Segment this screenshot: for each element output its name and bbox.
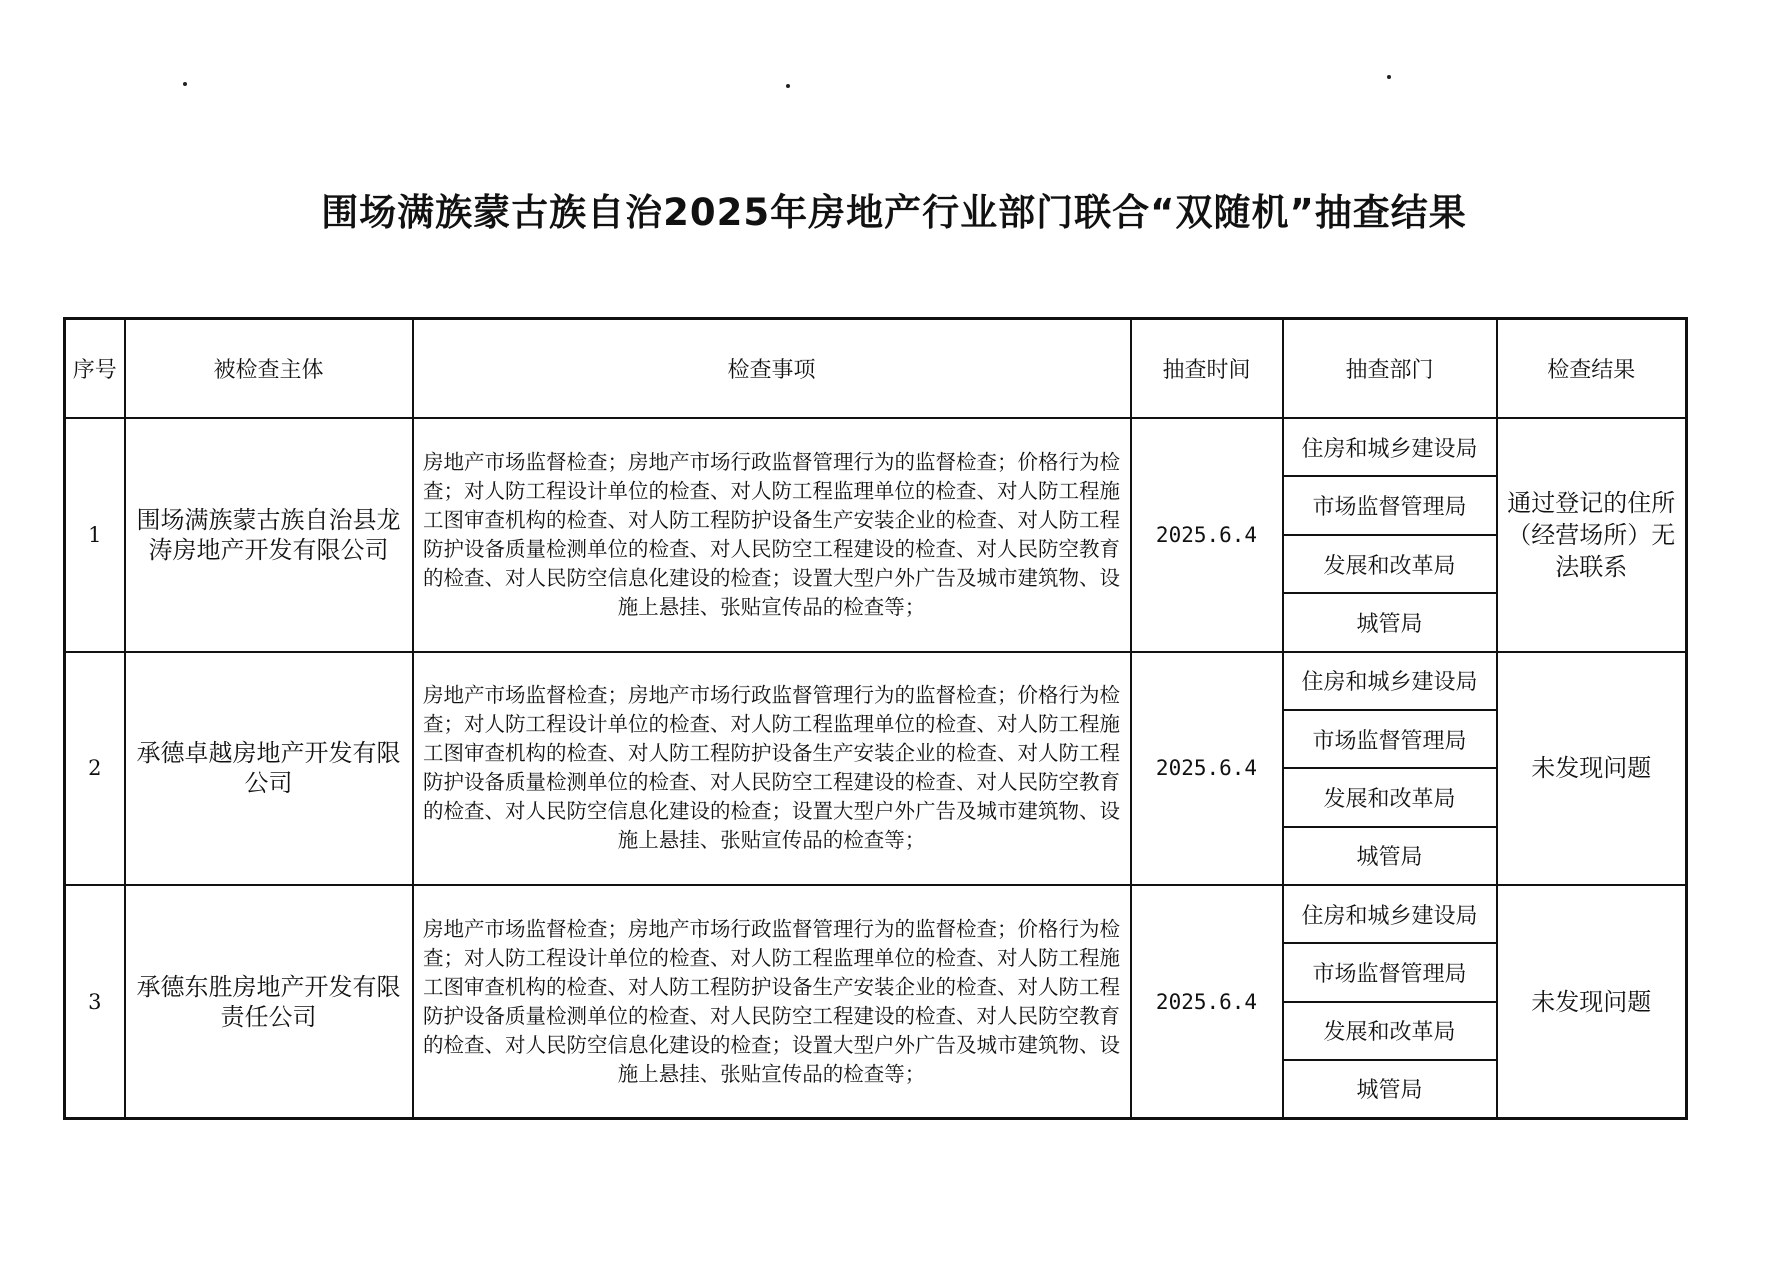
inspection-time: 2025.6.4: [1131, 418, 1283, 651]
header-time: 抽查时间: [1131, 319, 1283, 419]
inspection-items: 房地产市场监督检查；房地产市场行政监督管理行为的监督检查；价格行为检查；对人防工程设计单位的检查、对人防工程监理单位的检查、对人防工程施工图审查机构的检查、对人防工程防护设备生产安装企业的检查、对人防工程防护设备质量检测单位的检查、对人民防空工程建设的检查、对人民防空教育的检查、对人民防空信息化建设的检查；设置大型户外广告及城市建筑物、设施上悬挂、张贴宣传品的检查等；: [413, 418, 1131, 651]
document-title: 围场满族蒙古族自治2025年房地产行业部门联合“双随机”抽查结果: [321, 191, 1467, 234]
department: 发展和改革局: [1284, 769, 1496, 827]
header-result: 检查结果: [1497, 319, 1687, 419]
department: 市场监督管理局: [1284, 477, 1496, 535]
table-row: [65, 885, 1687, 1118]
header-dept: 抽查部门: [1283, 319, 1497, 419]
inspected-subject: 承德卓越房地产开发有限公司: [125, 652, 413, 885]
department: 住房和城乡建设局: [1284, 419, 1496, 477]
row-number: 2: [65, 652, 125, 885]
scan-speck: [1387, 75, 1391, 79]
scan-speck: [786, 84, 790, 88]
row-number: 1: [65, 418, 125, 651]
header-subject: 被检查主体: [125, 319, 413, 419]
inspection-result: 未发现问题: [1497, 885, 1687, 1118]
department: 市场监督管理局: [1284, 711, 1496, 769]
department: 城管局: [1356, 1078, 1423, 1104]
inspection-results-table: [63, 317, 1688, 1120]
header-items: 检查事项: [413, 319, 1131, 419]
row-number: 3: [65, 885, 125, 1118]
department: 住房和城乡建设局: [1284, 886, 1496, 944]
department: 城管局: [1356, 845, 1423, 871]
table-row: [65, 418, 1687, 651]
department: 发展和改革局: [1284, 1003, 1496, 1061]
department: 市场监督管理局: [1284, 944, 1496, 1002]
inspection-items: 房地产市场监督检查；房地产市场行政监督管理行为的监督检查；价格行为检查；对人防工程设计单位的检查、对人防工程监理单位的检查、对人防工程施工图审查机构的检查、对人防工程防护设备生产安装企业的检查、对人防工程防护设备质量检测单位的检查、对人民防空工程建设的检查、对人民防空教育的检查、对人民防空信息化建设的检查；设置大型户外广告及城市建筑物、设施上悬挂、张贴宣传品的检查等；: [413, 652, 1131, 885]
inspected-subject: 围场满族蒙古族自治县龙涛房地产开发有限公司: [125, 418, 413, 651]
department: 发展和改革局: [1284, 536, 1496, 594]
header-no: 序号: [65, 319, 125, 419]
inspected-subject: 承德东胜房地产开发有限责任公司: [125, 885, 413, 1118]
inspection-items: 房地产市场监督检查；房地产市场行政监督管理行为的监督检查；价格行为检查；对人防工程设计单位的检查、对人防工程监理单位的检查、对人防工程施工图审查机构的检查、对人防工程防护设备生产安装企业的检查、对人防工程防护设备质量检测单位的检查、对人民防空工程建设的检查、对人民防空教育的检查、对人民防空信息化建设的检查；设置大型户外广告及城市建筑物、设施上悬挂、张贴宣传品的检查等；: [413, 885, 1131, 1118]
scan-speck: [183, 82, 187, 86]
inspection-departments: [1283, 885, 1497, 1118]
inspection-time: 2025.6.4: [1131, 652, 1283, 885]
table-row: [65, 652, 1687, 885]
inspection-time: 2025.6.4: [1131, 885, 1283, 1118]
table-header-row: [65, 319, 1687, 419]
department: 城管局: [1356, 611, 1423, 637]
inspection-departments: [1283, 418, 1497, 651]
inspection-result: 未发现问题: [1497, 652, 1687, 885]
inspection-departments: [1283, 652, 1497, 885]
department: 住房和城乡建设局: [1284, 653, 1496, 711]
inspection-result: 通过登记的住所（经营场所）无法联系: [1497, 418, 1687, 651]
